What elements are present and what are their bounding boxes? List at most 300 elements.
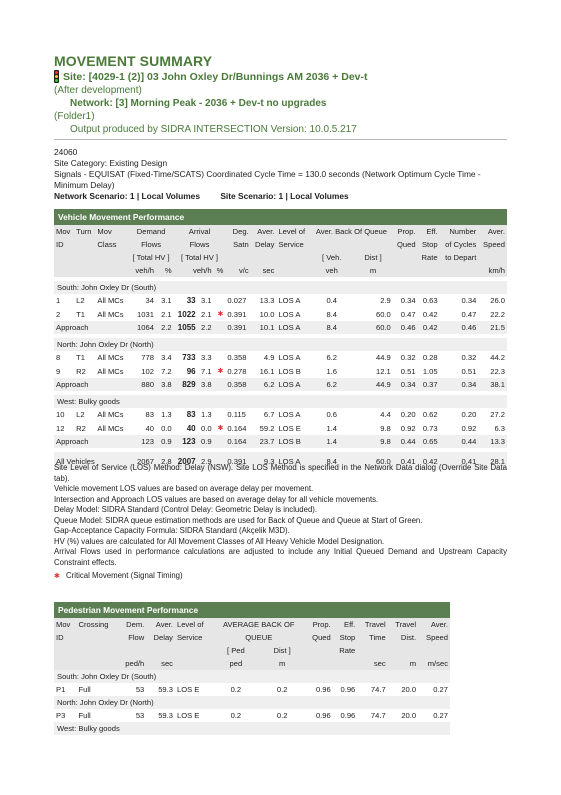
note-line: Arrival Flows used in performance calculations are adjusted to include any Initial Queued Demand and Upstream Capacity Constraint effects. — [54, 547, 507, 567]
approach-row — [54, 435, 507, 448]
queue-veh: 0.4 — [310, 294, 353, 307]
approach-heading-row — [54, 395, 507, 408]
demand-hv: 2.2 — [156, 321, 174, 334]
hdr-cell: veh/h — [129, 264, 156, 277]
hdr-cell: Qued — [393, 238, 418, 251]
eff-stop: 0.42 — [418, 452, 440, 470]
hdr-cell — [310, 238, 393, 251]
los: LOS A — [276, 294, 310, 307]
critical-star-icon: ✱ — [217, 368, 224, 375]
travel-dist: 20.0 — [388, 709, 418, 722]
queue-dist: 12.1 — [353, 364, 392, 378]
header-row — [54, 618, 450, 631]
hdr-cell: Qued — [305, 631, 333, 644]
demand-hv: 2.1 — [156, 307, 174, 321]
mov-id: P1 — [54, 683, 76, 696]
hdr-cell: Time — [357, 631, 387, 644]
mov-class: All MCs — [95, 307, 128, 321]
notes-block — [54, 463, 507, 568]
arrival-hv: 3.8 — [198, 378, 214, 391]
network-scenario: Network Scenario: 1 | Local Volumes — [54, 191, 201, 201]
turn: R2 — [74, 364, 95, 378]
hdr-cell: sec — [146, 657, 175, 670]
eff-stop: 0.62 — [418, 408, 440, 421]
demand-total: 1031 — [129, 307, 156, 321]
eff-stop: 0.65 — [418, 435, 440, 448]
hdr-cell: Crossing — [76, 618, 118, 631]
cycles: 0.41 — [440, 452, 479, 470]
turn: R2 — [74, 421, 95, 435]
approach-label: Approach — [54, 435, 129, 448]
approach-heading-row — [54, 722, 450, 735]
prop-qued: 0.34 — [393, 294, 418, 307]
dem-flow: 53 — [118, 709, 146, 722]
demand-hv: 3.4 — [156, 351, 174, 364]
queue-dist: 44.9 — [353, 351, 392, 364]
demand-total: 123 — [129, 435, 156, 448]
mov-id: 2 — [54, 307, 74, 321]
delay: 6.7 — [251, 408, 277, 421]
prop-qued: 0.47 — [393, 307, 418, 321]
prop-qued: 0.20 — [393, 408, 418, 421]
critical-legend — [54, 571, 183, 580]
delay: 10.1 — [251, 321, 277, 334]
queue-dist: 4.4 — [353, 408, 392, 421]
queue-veh: 1.4 — [310, 435, 353, 448]
critical-marker — [214, 364, 226, 378]
hdr-cell: ped/h — [118, 657, 146, 670]
hdr-cell: ped — [212, 657, 259, 670]
critical-marker — [214, 294, 226, 307]
approach-row — [54, 378, 507, 391]
hdr-cell: ID — [54, 238, 74, 251]
hdr-cell: Delay — [146, 631, 175, 644]
deg-satn: 0.391 — [225, 452, 250, 470]
critical-star-icon: ✱ — [54, 573, 60, 580]
table-row — [54, 307, 507, 321]
delay: 16.1 — [251, 364, 277, 378]
travel-dist: 20.0 — [388, 683, 418, 696]
eff-stop: 0.28 — [418, 351, 440, 364]
eff-stop: 0.73 — [418, 421, 440, 435]
los: LOS A — [276, 378, 310, 391]
arrival-total: 1022 — [174, 307, 198, 321]
speed: 22.2 — [478, 307, 507, 321]
header-row — [54, 238, 507, 251]
hdr-cell: km/h — [478, 264, 507, 277]
hdr-cell: Speed — [418, 631, 450, 644]
hdr-cell: Number — [440, 225, 479, 238]
hdr-cell: Flow — [118, 631, 146, 644]
hdr-cell: Deg. — [225, 225, 250, 238]
signals-info-cont: Minimum Delay) — [54, 180, 115, 190]
hdr-cell: Stop — [333, 631, 358, 644]
demand-hv: 2.8 — [156, 452, 174, 470]
hdr-cell: Flows — [129, 238, 174, 251]
arrival-hv: 2.9 — [198, 452, 214, 470]
hdr-cell: Travel — [388, 618, 418, 631]
mov-class: All MCs — [95, 408, 128, 421]
hdr-cell: m/sec — [418, 657, 450, 670]
hdr-cell: v/c — [225, 264, 250, 277]
hdr-cell: Prop. — [393, 225, 418, 238]
hdr-cell: ID — [54, 631, 76, 644]
queue-dist: 9.8 — [353, 421, 392, 435]
approach-name: North: John Oxley Dr (North) — [54, 696, 450, 709]
table-row — [54, 709, 450, 722]
queue-dist: 2.9 — [353, 294, 392, 307]
prop-qued: 0.92 — [393, 421, 418, 435]
mov-id: 9 — [54, 364, 74, 378]
queue-dist: 0.2 — [259, 683, 305, 696]
site-scenario: Site Scenario: 1 | Local Volumes — [220, 191, 349, 201]
arrival-total: 123 — [174, 435, 198, 448]
signals-info: Signals - EQUISAT (Fixed-Time/SCATS) Coordinated Cycle Time = 130.0 seconds (Network Optimum Cycle Time - — [54, 169, 481, 179]
after-label: (After development) — [54, 85, 142, 96]
hdr-cell: Prop. — [305, 618, 333, 631]
deg-satn: 0.358 — [225, 378, 250, 391]
delay: 59.3 — [146, 709, 175, 722]
queue-ped: 0.2 — [212, 709, 259, 722]
hdr-cell: Flows — [174, 238, 226, 251]
los: LOS A — [276, 321, 310, 334]
arrival-total: 829 — [174, 378, 198, 391]
note-line: Site Level of Service (LOS) Method: Delay (NSW). Site LOS Method is specified in the Network Data dialog (Override Site Data tab). — [54, 463, 507, 483]
mov-id: 12 — [54, 421, 74, 435]
hdr-cell — [54, 264, 129, 277]
queue-dist: 0.2 — [259, 709, 305, 722]
hdr-cell: Mov — [54, 225, 74, 238]
eff-stop: 0.42 — [418, 321, 440, 334]
hdr-cell: [ Total HV ] — [174, 251, 226, 264]
approach-name: West: Bulky goods — [54, 722, 450, 735]
demand-hv: 1.3 — [156, 408, 174, 421]
produced-label: Output produced by SIDRA INTERSECTION Version: 10.0.5.217 — [70, 124, 357, 135]
queue-veh: 8.4 — [310, 321, 353, 334]
delay: 10.0 — [251, 307, 277, 321]
los: LOS A — [276, 452, 310, 470]
hdr-cell: Level of — [276, 225, 310, 238]
hdr-cell: veh/h — [174, 264, 214, 277]
hdr-cell: Aver. — [478, 225, 507, 238]
prop-qued: 0.32 — [393, 351, 418, 364]
blank — [214, 321, 226, 334]
travel-time: 74.7 — [357, 683, 387, 696]
page-title: MOVEMENT SUMMARY — [54, 53, 213, 69]
blank — [214, 435, 226, 448]
approach-label: Approach — [54, 321, 129, 334]
eff-stop: 0.42 — [418, 307, 440, 321]
los: LOS E — [276, 421, 310, 435]
dem-flow: 53 — [118, 683, 146, 696]
demand-hv: 3.8 — [156, 378, 174, 391]
site-label: Site: [4029-1 (2)] 03 John Oxley Dr/Bunnings AM 2036 + Dev-t — [63, 70, 368, 83]
hdr-cell: Delay — [251, 238, 277, 251]
table-title-row — [54, 209, 507, 225]
crossing: Full — [76, 709, 118, 722]
hdr-cell: Speed — [478, 238, 507, 251]
los: LOS B — [276, 435, 310, 448]
approach-heading-row — [54, 338, 507, 351]
hdr-cell — [393, 264, 479, 277]
demand-total: 83 — [129, 408, 156, 421]
speed: 27.2 — [478, 408, 507, 421]
queue-dist: 60.0 — [353, 307, 392, 321]
arrival-total: 2007 — [174, 452, 198, 470]
header-row — [54, 251, 507, 264]
table-title: Vehicle Movement Performance — [54, 209, 507, 225]
approach-heading-row — [54, 696, 450, 709]
hdr-cell: Dist ] — [259, 644, 305, 657]
deg-satn: 0.115 — [225, 408, 250, 421]
critical-marker — [214, 351, 226, 364]
delay: 4.9 — [251, 351, 277, 364]
prop-qued: 0.41 — [393, 452, 418, 470]
hdr-cell: [ Veh. — [310, 251, 353, 264]
hdr-cell: Mov — [54, 618, 76, 631]
arrival-hv: 2.1 — [198, 307, 214, 321]
turn: T1 — [74, 307, 95, 321]
header-row — [54, 644, 450, 657]
hdr-cell: Service — [175, 631, 213, 644]
arrival-hv: 3.3 — [198, 351, 214, 364]
table-row — [54, 294, 507, 307]
hdr-cell — [393, 251, 418, 264]
table-row — [54, 683, 450, 696]
travel-time: 74.7 — [357, 709, 387, 722]
note-line: Vehicle movement LOS values are based on average delay per movement. — [54, 484, 314, 493]
critical-marker — [214, 307, 226, 321]
all-vehicles-label: All Vehicles — [54, 452, 129, 470]
deg-satn: 0.164 — [225, 421, 250, 435]
hdr-cell: Turn — [74, 225, 95, 238]
hdr-cell: Dist ] — [353, 251, 392, 264]
speed: 26.0 — [478, 294, 507, 307]
hdr-cell: QUEUE — [212, 631, 305, 644]
demand-total: 2067 — [129, 452, 156, 470]
hdr-cell: Mov — [95, 225, 128, 238]
vehicle-movement-table — [54, 209, 507, 470]
approach-heading-row — [54, 670, 450, 683]
queue-veh: 8.4 — [310, 307, 353, 321]
project-id: 24060 — [54, 147, 78, 157]
approach-name: South: John Oxley Dr (South) — [54, 281, 507, 294]
hdr-cell: m — [388, 657, 418, 670]
hdr-cell: Rate — [418, 251, 440, 264]
speed: 38.1 — [478, 378, 507, 391]
info-block — [54, 147, 481, 202]
hdr-cell — [478, 251, 507, 264]
speed: 44.2 — [478, 351, 507, 364]
critical-star-icon: ✱ — [217, 425, 224, 432]
turn: L2 — [74, 294, 95, 307]
los: LOS B — [276, 364, 310, 378]
crossing: Full — [76, 683, 118, 696]
hdr-cell: m — [259, 657, 305, 670]
hdr-cell — [74, 238, 95, 251]
deg-satn: 0.278 — [225, 364, 250, 378]
queue-veh: 6.2 — [310, 378, 353, 391]
hdr-cell: Level of — [175, 618, 213, 631]
hdr-cell: Aver. — [251, 225, 277, 238]
arrival-hv: 1.3 — [198, 408, 214, 421]
hdr-cell: Eff. — [418, 225, 440, 238]
mov-class: All MCs — [95, 364, 128, 378]
mov-class: All MCs — [95, 421, 128, 435]
mov-class: All MCs — [95, 294, 128, 307]
delay: 9.3 — [251, 452, 277, 470]
arrival-total: 96 — [174, 364, 198, 378]
cycles: 0.32 — [440, 351, 479, 364]
cycles: 0.34 — [440, 378, 479, 391]
arrival-hv: 0.0 — [198, 421, 214, 435]
table-title: Pedestrian Movement Performance — [54, 602, 450, 618]
hdr-cell — [175, 657, 213, 670]
pedestrian-movement-table — [54, 602, 450, 735]
los: LOS E — [175, 683, 213, 696]
queue-veh: 8.4 — [310, 452, 353, 470]
traffic-light-icon — [54, 70, 59, 83]
queue-veh: 1.4 — [310, 421, 353, 435]
turn: T1 — [74, 351, 95, 364]
hdr-cell — [54, 657, 118, 670]
mov-id: 10 — [54, 408, 74, 421]
note-line: Intersection and Approach LOS values are based on average delay for all vehicle movements. — [54, 494, 379, 504]
prop-qued: 0.34 — [393, 378, 418, 391]
critical-label: Critical Movement (Signal Timing) — [66, 571, 183, 580]
critical-marker — [214, 421, 226, 435]
hdr-cell — [305, 644, 333, 657]
header-row — [54, 225, 507, 238]
hdr-cell: Arrival — [174, 225, 226, 238]
mov-class: All MCs — [95, 351, 128, 364]
hdr-cell: of Cycles — [440, 238, 479, 251]
arrival-hv: 3.1 — [198, 294, 214, 307]
deg-satn: 0.027 — [225, 294, 250, 307]
hdr-cell — [54, 251, 129, 264]
arrival-hv: 0.9 — [198, 435, 214, 448]
mov-id: 1 — [54, 294, 74, 307]
demand-total: 778 — [129, 351, 156, 364]
queue-veh: 0.6 — [310, 408, 353, 421]
los: LOS A — [276, 307, 310, 321]
demand-hv: 0.0 — [156, 421, 174, 435]
deg-satn: 0.164 — [225, 435, 250, 448]
hdr-cell: sec — [357, 657, 387, 670]
hdr-cell: Aver. — [146, 618, 175, 631]
hdr-cell: Satn — [225, 238, 250, 251]
prop-qued: 0.96 — [305, 709, 333, 722]
demand-total: 40 — [129, 421, 156, 435]
cycles: 0.46 — [440, 321, 479, 334]
table-row — [54, 408, 507, 421]
delay: 13.3 — [251, 294, 277, 307]
delay: 59.2 — [251, 421, 277, 435]
header-row — [54, 631, 450, 644]
hdr-cell: sec — [251, 264, 277, 277]
eff-stop: 0.96 — [333, 683, 358, 696]
deg-satn: 0.391 — [225, 321, 250, 334]
speed: 6.3 — [478, 421, 507, 435]
table-row — [54, 351, 507, 364]
cycles: 0.47 — [440, 307, 479, 321]
header-row — [54, 657, 450, 670]
hdr-cell: veh — [310, 264, 353, 277]
cycles: 0.92 — [440, 421, 479, 435]
arrival-total: 40 — [174, 421, 198, 435]
demand-total: 34 — [129, 294, 156, 307]
los: LOS E — [175, 709, 213, 722]
eff-stop: 0.96 — [333, 709, 358, 722]
deg-satn: 0.391 — [225, 307, 250, 321]
cycles: 0.20 — [440, 408, 479, 421]
hdr-cell — [305, 657, 357, 670]
table-row — [54, 421, 507, 435]
hdr-cell: % — [156, 264, 174, 277]
approach-row — [54, 321, 507, 334]
approach-name: South: John Oxley Dr (South) — [54, 670, 450, 683]
eff-stop: 0.37 — [418, 378, 440, 391]
hdr-cell: Travel — [357, 618, 387, 631]
queue-dist: 60.0 — [353, 452, 392, 470]
hdr-cell — [54, 644, 212, 657]
deg-satn: 0.358 — [225, 351, 250, 364]
arrival-total: 83 — [174, 408, 198, 421]
hdr-cell — [276, 264, 310, 277]
hdr-cell: Eff. — [333, 618, 358, 631]
eff-stop: 1.05 — [418, 364, 440, 378]
site-category: Site Category: Existing Design — [54, 158, 168, 168]
hdr-cell: Stop — [418, 238, 440, 251]
approach-name: North: John Oxley Dr (North) — [54, 338, 507, 351]
speed: 22.3 — [478, 364, 507, 378]
speed: 0.27 — [418, 709, 450, 722]
arrival-hv: 2.2 — [198, 321, 214, 334]
queue-dist: 9.8 — [353, 435, 392, 448]
critical-star-icon: ✱ — [217, 311, 224, 318]
hdr-cell: Dist. — [388, 631, 418, 644]
site-heading — [54, 70, 368, 83]
prop-qued: 0.46 — [393, 321, 418, 334]
speed: 13.3 — [478, 435, 507, 448]
queue-veh: 6.2 — [310, 351, 353, 364]
note-line: Gap-Acceptance Capacity Formula: SIDRA Standard (Akçelik M3D). — [54, 526, 290, 535]
prop-qued: 0.51 — [393, 364, 418, 378]
hdr-cell: to Depart — [440, 251, 479, 264]
hdr-cell: Service — [276, 238, 310, 251]
eff-stop: 0.63 — [418, 294, 440, 307]
mov-id: 8 — [54, 351, 74, 364]
demand-hv: 3.1 — [156, 294, 174, 307]
hdr-cell: [ Total HV ] — [129, 251, 174, 264]
turn: L2 — [74, 408, 95, 421]
arrival-hv: 7.1 — [198, 364, 214, 378]
cycles: 0.51 — [440, 364, 479, 378]
demand-total: 1064 — [129, 321, 156, 334]
hdr-cell: Demand — [129, 225, 174, 238]
note-line: Delay Model: SIDRA Standard (Control Delay: Geometric Delay is included). — [54, 505, 318, 514]
demand-hv: 0.9 — [156, 435, 174, 448]
divider — [54, 139, 507, 140]
hdr-cell: AVERAGE BACK OF — [212, 618, 305, 631]
table-row — [54, 364, 507, 378]
mov-id: P3 — [54, 709, 76, 722]
delay: 23.7 — [251, 435, 277, 448]
hdr-cell: Aver. — [418, 618, 450, 631]
delay: 6.2 — [251, 378, 277, 391]
speed: 21.5 — [478, 321, 507, 334]
note-line: Queue Model: SIDRA queue estimation methods are used for Back of Queue and Queue at Start of Green. — [54, 515, 423, 525]
